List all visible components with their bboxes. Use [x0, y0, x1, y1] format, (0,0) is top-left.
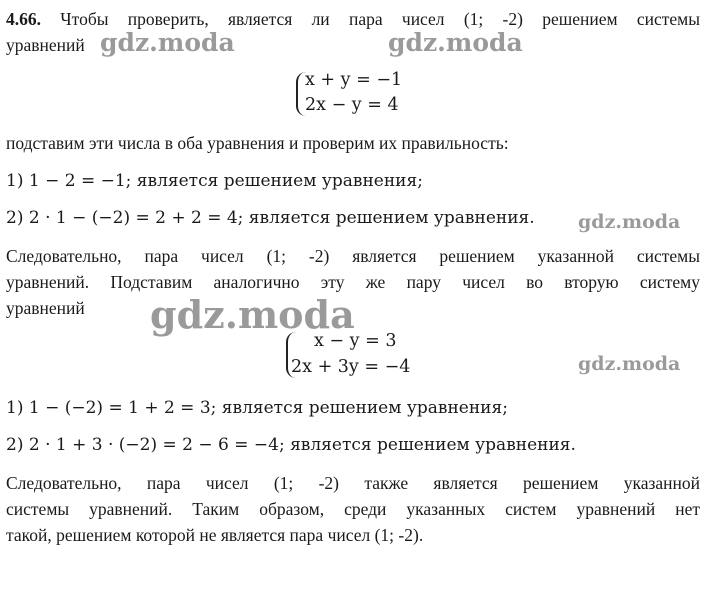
system2-eq1: x − y = 3: [314, 331, 397, 351]
conclusion2-line3: такой, решением которой не является пара чисел (1; -2).: [6, 525, 424, 545]
system1-eq1: x + y = −1: [305, 70, 403, 90]
check1-step2: 2) 2 · 1 − (−2) = 2 + 2 = 4; является решением уравнения.: [6, 208, 535, 228]
check2-step1: 1) 1 − (−2) = 1 + 2 = 3; является решением уравнения;: [6, 398, 508, 418]
watermark-logo: gdz.moda: [100, 28, 235, 57]
problem-number: 4.66.: [6, 9, 41, 29]
conclusion1-line2: уравнений. Подставим аналогично эту же пару чисел во вторую систему: [6, 272, 700, 292]
substitute-text: подставим эти числа в оба уравнения и проверим их правильность:: [6, 133, 509, 153]
watermark-logo: gdz.moda: [150, 292, 355, 337]
conclusion1-line1: Следовательно, пара чисел (1; -2) является решением указанной системы: [6, 246, 700, 266]
check1-step1: 1) 1 − 2 = −1; является решением уравнения;: [6, 171, 423, 191]
check2-step2: 2) 2 · 1 + 3 · (−2) = 2 − 6 = −4; является решением уравнения.: [6, 435, 576, 455]
problem-intro-text: Чтобы проверить, является ли пара чисел (1; -2) решением системы: [60, 9, 700, 29]
watermark-logo: gdz.moda: [388, 28, 523, 57]
watermark-logo: gdz.moda: [578, 353, 681, 375]
problem-intro-line2: уравнений: [6, 35, 85, 55]
conclusion2-line1: Следовательно, пара чисел (1; -2) также является решением указанной: [6, 473, 700, 493]
system2-eq2: 2x + 3y = −4: [291, 357, 411, 377]
conclusion1-line3: уравнений: [6, 298, 85, 318]
system1-eq2: 2x − y = 4: [305, 95, 399, 115]
conclusion2-line2: системы уравнений. Таким образом, среди указанных систем уравнений нет: [6, 499, 700, 519]
watermark-logo: gdz.moda: [578, 211, 681, 233]
